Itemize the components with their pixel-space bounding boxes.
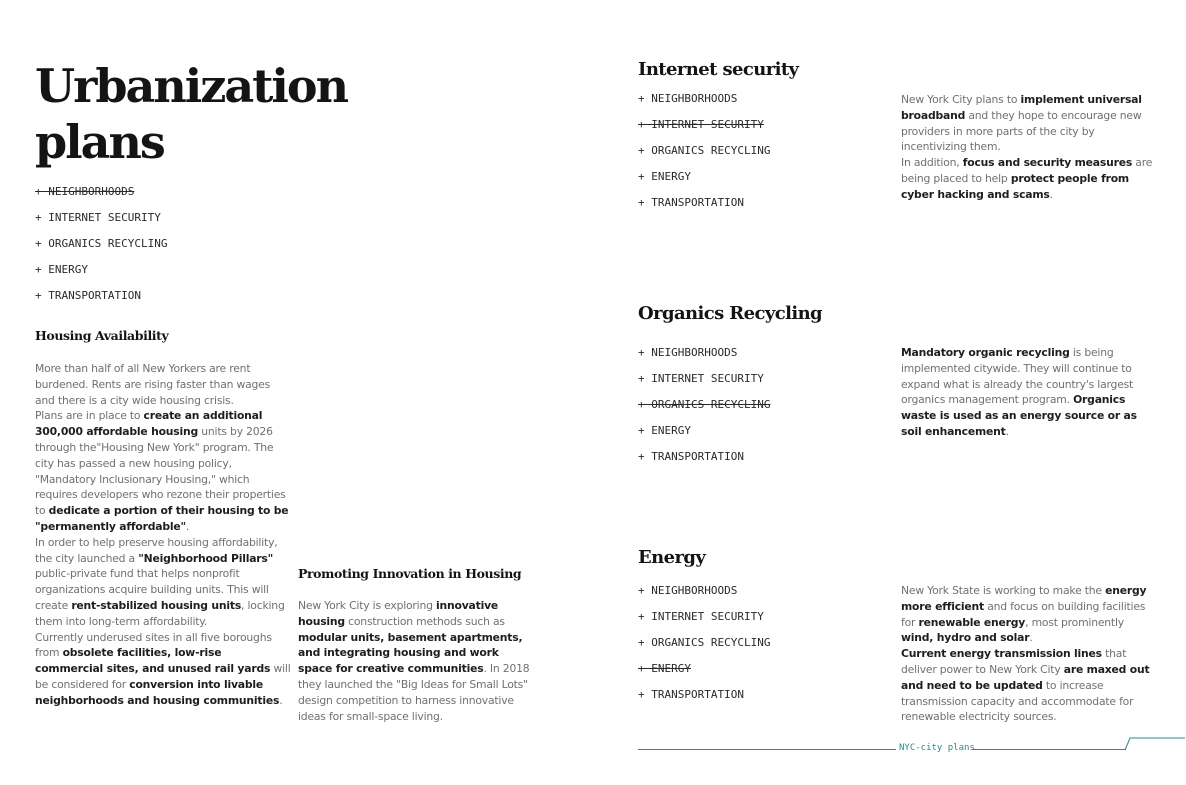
organics-recycling-menu — [638, 345, 770, 475]
paragraph — [35, 630, 291, 709]
page-title: Urbanization plans — [35, 59, 348, 169]
energy-text — [901, 583, 1157, 725]
menu-item-label: + NEIGHBORHOODS — [638, 92, 738, 105]
text-run: Plans are in place to — [35, 409, 144, 423]
energy-menu — [638, 583, 770, 713]
bold-text-run: "Neighborhood Pillars" — [138, 551, 274, 565]
menu-item — [638, 449, 770, 475]
bold-text-run: Mandatory organic recycling — [901, 346, 1070, 359]
text-run: Currently underused sites in all five boroughs from — [35, 630, 272, 660]
text-run: , locking them into long-term affordability. — [35, 598, 285, 628]
bold-text-run: implement universal broadband — [901, 93, 1142, 122]
text-run: . — [1049, 187, 1053, 201]
menu-item-label: + INTERNET SECURITY — [638, 118, 764, 131]
promoting-innovation-heading: Promoting Innovation in Housing — [298, 566, 522, 581]
text-run: and they hope to encourage new providers in more parts of the city by incentivizing them. — [901, 108, 1142, 154]
bold-text-run: create an additional 300,000 affordable housing — [35, 409, 263, 439]
text-run: . — [1005, 424, 1009, 438]
menu-item-label: + TRANSPORTATION — [638, 196, 744, 209]
menu-item-label: + TRANSPORTATION — [638, 688, 744, 701]
bold-text-run: are maxed out and need to be updated — [901, 662, 1150, 692]
menu-item-label: + ENERGY — [638, 170, 691, 183]
menu-item-label: + NEIGHBORHOODS — [638, 346, 738, 359]
paragraph — [35, 535, 291, 630]
menu-item — [638, 661, 770, 687]
paragraph — [901, 345, 1155, 440]
bold-text-run: Current energy transmission lines — [901, 647, 1102, 661]
text-run: construction methods such as — [344, 614, 505, 628]
text-run: , most prominently — [1025, 615, 1124, 629]
menu-item — [35, 210, 167, 236]
menu-item — [638, 169, 770, 195]
footer-rule-right — [972, 749, 1126, 750]
menu-item-label: + INTERNET SECURITY — [35, 211, 161, 224]
text-run: New York State is working to make the — [901, 584, 1106, 597]
menu-item — [638, 371, 770, 397]
menu-item-label: + TRANSPORTATION — [35, 289, 141, 302]
bold-text-run: rent-stabilized housing units — [71, 598, 242, 612]
text-run: and focus on building facilities for — [901, 599, 1146, 629]
menu-item-label: + INTERNET SECURITY — [638, 372, 764, 385]
menu-item — [638, 397, 770, 423]
organics-recycling-text — [901, 345, 1155, 440]
bold-text-run: conversion into livable neighborhoods and housing communities — [35, 677, 280, 707]
paragraph — [35, 408, 291, 534]
text-run: . — [185, 519, 190, 533]
text-run: . — [279, 693, 283, 707]
housing-availability-heading: Housing Availability — [35, 328, 169, 343]
text-run: New York City is exploring — [298, 599, 436, 612]
paragraph — [901, 155, 1155, 202]
menu-item — [638, 687, 770, 713]
menu-item-label: + ORGANICS RECYCLING — [638, 398, 771, 411]
bold-text-run: protect people from cyber hacking and scams — [901, 171, 1129, 201]
bold-text-run: wind, hydro and solar — [901, 631, 1030, 645]
text-run: . In 2018 they launched the "Big Ideas for Small Lots" design competition to harness innovative ideas for small-space living. — [298, 662, 530, 723]
bold-text-run: obsolete facilities, low-rise commercial sites, and unused rail yards — [35, 646, 271, 676]
menu-item — [35, 236, 167, 262]
menu-item — [638, 195, 770, 221]
menu-item-label: + ENERGY — [638, 424, 691, 437]
menu-item — [638, 423, 770, 449]
left-topic-menu — [35, 184, 167, 314]
internet-security-menu — [638, 91, 770, 221]
internet-security-text — [901, 92, 1155, 203]
bold-text-run: modular units, basement apartments, and integrating housing and work space for creative communities — [298, 630, 523, 676]
text-run: to increase transmission capacity and accommodate for renewable electricity sources. — [901, 678, 1134, 724]
menu-item — [638, 635, 770, 661]
text-run: . — [1029, 631, 1033, 645]
menu-item — [638, 345, 770, 371]
text-run: In addition, — [901, 156, 963, 170]
paragraph — [298, 598, 534, 724]
footer-rule-end — [1124, 735, 1186, 751]
menu-item-label: + ORGANICS RECYCLING — [638, 636, 771, 649]
promoting-innovation-text — [298, 598, 534, 724]
internet-security-title: Internet security — [638, 59, 799, 80]
menu-item-label: + NEIGHBORHOODS — [638, 584, 738, 597]
menu-item — [638, 609, 770, 635]
text-run: is being implemented citywide. They will continue to expand what is already the country's largest organics management program. — [901, 346, 1134, 407]
menu-item — [638, 91, 770, 117]
menu-item — [638, 143, 770, 169]
text-run: In order to help preserve housing affordability, the city launched a — [35, 535, 278, 565]
menu-item-label: + ORGANICS RECYCLING — [35, 237, 168, 250]
menu-item — [35, 184, 167, 210]
menu-item — [35, 262, 167, 288]
menu-item-label: + NEIGHBORHOODS — [35, 185, 135, 198]
menu-item — [638, 583, 770, 609]
text-run: that deliver power to New York City — [901, 647, 1127, 676]
footer-label: NYC-city plans — [899, 743, 975, 753]
paragraph — [901, 583, 1157, 646]
menu-item-label: + ENERGY — [35, 263, 88, 276]
paragraph — [35, 361, 291, 408]
energy-title: Energy — [638, 547, 706, 568]
menu-item-label: + TRANSPORTATION — [638, 450, 744, 463]
text-run: New York City plans to — [901, 93, 1021, 106]
bold-text-run: Organics waste is used as an energy source or as soil enhancement — [901, 393, 1137, 438]
paragraph — [901, 92, 1155, 155]
organics-recycling-title: Organics Recycling — [638, 303, 823, 324]
menu-item — [638, 117, 770, 143]
bold-text-run: focus and security measures — [962, 156, 1133, 170]
bold-text-run: renewable energy — [918, 615, 1026, 629]
text-run: will be considered for — [35, 662, 291, 691]
bold-text-run: energy more efficient — [901, 584, 1147, 613]
menu-item-label: + ENERGY — [638, 662, 691, 675]
menu-item-label: + ORGANICS RECYCLING — [638, 144, 771, 157]
bold-text-run: dedicate a portion of their housing to be "permanently affordable" — [35, 504, 289, 533]
footer-rule-left — [638, 749, 896, 750]
text-run: public-private fund that helps nonprofit organizations acquire building units. This will create — [35, 567, 269, 612]
menu-item — [35, 288, 167, 314]
paragraph — [901, 646, 1157, 725]
text-run: More than half of all New Yorkers are rent burdened. Rents are rising faster than wages and there is a city wide housing crisis. — [35, 362, 271, 407]
text-run: are being placed to help — [901, 156, 1153, 185]
text-run: units by 2026 through the"Housing New York" program. The city has passed a new housing policy, "Mandatory Inclusionary Housing," which requires developers who rezone their properties to — [35, 425, 286, 518]
bold-text-run: innovative housing — [298, 599, 499, 628]
housing-availability-text — [35, 361, 291, 709]
menu-item-label: + INTERNET SECURITY — [638, 610, 764, 623]
